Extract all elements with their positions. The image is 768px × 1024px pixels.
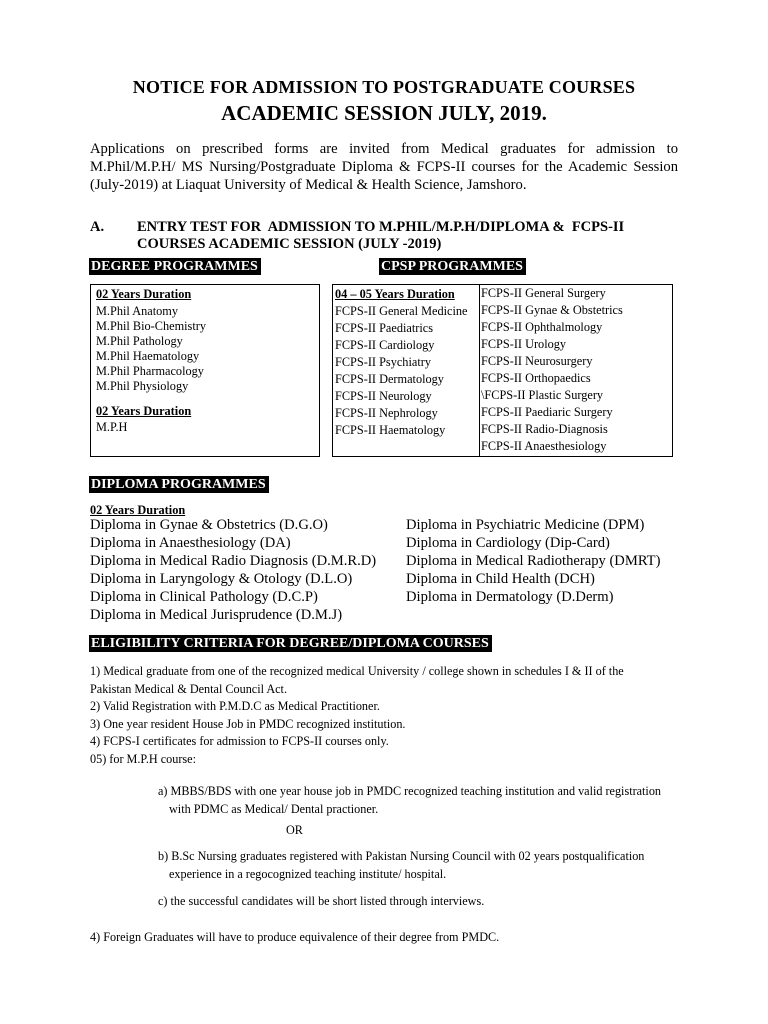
cpsp-programmes-header: CPSP PROGRAMMES <box>379 258 526 275</box>
list-item: FCPS-II Paediaric Surgery <box>481 405 613 419</box>
list-item: FCPS-II General Medicine <box>335 304 468 318</box>
cpsp-programmes-box <box>332 284 673 457</box>
list-item: M.P.H <box>96 420 128 434</box>
criterion-4: 4) FCPS-I certificates for admission to FCPS-II courses only. <box>90 734 389 749</box>
list-item: FCPS-II Nephrology <box>335 406 438 420</box>
list-item: FCPS-II Anaesthesiology <box>481 439 607 453</box>
mph-note-c: c) the successful candidates will be short listed through interviews. <box>158 894 485 908</box>
degree-group1-title: 02 Years Duration <box>96 287 192 301</box>
section-a-letter: A. <box>90 219 105 235</box>
degree-group1-list <box>96 303 206 395</box>
list-item: M.Phil Bio-Chemistry <box>96 319 206 333</box>
list-item: Diploma in Anaesthesiology (DA) <box>90 535 291 551</box>
diploma-right-list <box>406 516 660 606</box>
eligibility-header: ELIGIBILITY CRITERIA FOR DEGREE/DIPLOMA COURSES <box>89 635 492 652</box>
criterion-5: 05) for M.P.H course: <box>90 751 196 766</box>
list-item: FCPS-II Urology <box>481 337 567 351</box>
diploma-left-list <box>90 516 376 624</box>
cpsp-col2-list <box>481 285 623 455</box>
section-a-heading <box>137 219 682 253</box>
list-item: FCPS-II Dermatology <box>335 372 444 386</box>
eligibility-criteria-list <box>90 663 624 769</box>
list-item: FCPS-II Haematology <box>335 423 446 437</box>
list-item: FCPS-II Paediatrics <box>335 321 434 335</box>
foreign-graduates-note: 4) Foreign Graduates will have to produce equivalence of their degree from PMDC. <box>90 930 500 944</box>
option-b-line1: b) B.Sc Nursing graduates registered with Pakistan Nursing Council with 02 years postqualification <box>158 849 645 863</box>
list-item: M.Phil Pathology <box>96 334 183 348</box>
list-item: M.Phil Physiology <box>96 379 189 393</box>
list-item: FCPS-II Neurosurgery <box>481 354 593 368</box>
list-item: \FCPS-II Plastic Surgery <box>481 388 604 402</box>
section-a-heading-line2: COURSES ACADEMIC SESSION (JULY -2019) <box>137 236 442 252</box>
list-item: Diploma in Child Health (DCH) <box>406 571 595 587</box>
option-b-line2: experience in a regocognized teaching institute/ hospital. <box>169 866 447 881</box>
intro-paragraph: Applications on prescribed forms are invited from Medical graduates for admission to M.Phil/M.P.H/ MS Nursing/Postgraduate Diploma & FCPS-II courses for the Academic Session (July-2019) at Liaquat University of Medical & Health Science, Jamshoro. <box>90 141 678 193</box>
list-item: FCPS-II Psychiatry <box>335 355 431 369</box>
diploma-duration: 02 Years Duration <box>90 503 186 517</box>
diploma-programmes-header: DIPLOMA PROGRAMMES <box>89 476 269 493</box>
option-a-line2: with PDMC as Medical/ Dental practioner. <box>169 801 379 816</box>
criterion-1-cont: Pakistan Medical & Dental Council Act. <box>90 681 287 696</box>
list-item: Diploma in Gynae & Obstetrics (D.G.O) <box>90 517 328 533</box>
list-item: Diploma in Laryngology & Otology (D.L.O) <box>90 571 353 587</box>
list-item: Diploma in Psychiatric Medicine (DPM) <box>406 517 645 533</box>
option-a-line1: a) MBBS/BDS with one year house job in PMDC recognized teaching institution and valid registration <box>158 784 662 798</box>
criterion-1: 1) Medical graduate from one of the recognized medical University / college shown in schedules I & II of the <box>90 664 624 678</box>
criterion-2: 2) Valid Registration with P.M.D.C as Medical Practitioner. <box>90 699 380 714</box>
degree-programmes-header: DEGREE PROGRAMMES <box>89 258 261 275</box>
mph-option-b <box>158 848 644 883</box>
list-item: Diploma in Medical Radiotherapy (DMRT) <box>406 553 661 569</box>
mph-option-a <box>158 783 661 818</box>
criterion-3: 3) One year resident House Job in PMDC recognized institution. <box>90 716 406 731</box>
list-item: M.Phil Anatomy <box>96 304 178 318</box>
degree-group2-title: 02 Years Duration <box>96 404 192 418</box>
cpsp-col1-list <box>335 303 468 439</box>
list-item: FCPS-II General Surgery <box>481 286 606 300</box>
list-item: Diploma in Cardiology (Dip-Card) <box>406 535 610 551</box>
list-item: M.Phil Haematology <box>96 349 200 363</box>
list-item: Diploma in Clinical Pathology (D.C.P) <box>90 589 318 605</box>
list-item: FCPS-II Gynae & Obstetrics <box>481 303 623 317</box>
list-item: FCPS-II Radio-Diagnosis <box>481 422 608 436</box>
list-item: Diploma in Medical Radio Diagnosis (D.M.R.D) <box>90 553 377 569</box>
list-item: FCPS-II Orthopaedics <box>481 371 591 385</box>
list-item: Diploma in Dermatology (D.Derm) <box>406 589 614 605</box>
session-title: ACADEMIC SESSION JULY, 2019. <box>221 101 547 125</box>
or-separator: OR <box>286 823 303 837</box>
degree-programmes-box <box>90 284 320 457</box>
list-item: M.Phil Pharmacology <box>96 364 204 378</box>
cpsp-col1-title: 04 – 05 Years Duration <box>335 287 455 301</box>
section-a-heading-line1: ENTRY TEST FOR ADMISSION TO M.PHIL/M.P.H/DIPLOMA & FCPS-II <box>137 219 625 235</box>
list-item: FCPS-II Neurology <box>335 389 432 403</box>
list-item: FCPS-II Ophthalmology <box>481 320 603 334</box>
list-item: Diploma in Medical Jurisprudence (D.M.J) <box>90 607 343 623</box>
notice-title: NOTICE FOR ADMISSION TO POSTGRADUATE COURSES <box>132 77 636 97</box>
list-item: FCPS-II Cardiology <box>335 338 435 352</box>
